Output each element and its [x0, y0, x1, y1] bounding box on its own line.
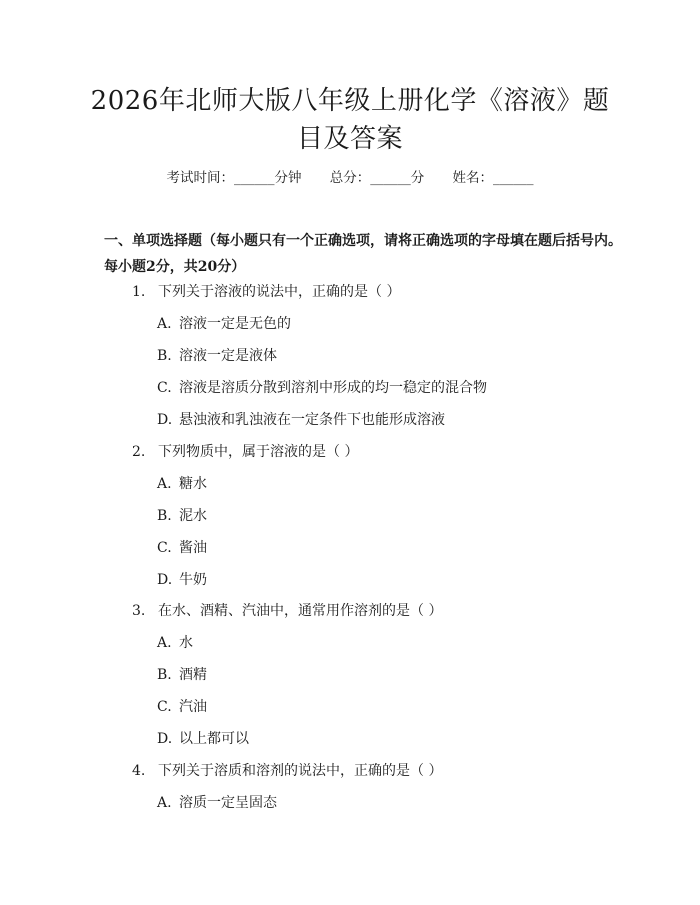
question-text: 下列关于溶液的说法中，正确的是（ ） — [158, 284, 401, 300]
question-1-option-a — [157, 314, 597, 334]
option-letter: B. — [157, 348, 172, 364]
question-number: 2. — [132, 444, 146, 460]
question-text: 在水、酒精、汽油中，通常用作溶剂的是（ ） — [158, 603, 443, 619]
option-text: 以上都可以 — [179, 731, 249, 747]
question-4-option-a — [157, 793, 597, 813]
option-letter: A. — [157, 795, 172, 811]
option-letter: C. — [157, 540, 172, 556]
option-letter: A. — [157, 316, 172, 332]
question-text: 下列物质中，属于溶液的是（ ） — [158, 444, 359, 460]
question-4 — [132, 761, 612, 781]
option-letter: C. — [157, 380, 172, 396]
option-text: 糖水 — [179, 476, 207, 492]
question-number: 4. — [132, 763, 146, 779]
option-letter: B. — [157, 667, 172, 683]
option-text: 溶液一定是液体 — [179, 348, 277, 364]
question-1-option-c — [157, 378, 597, 398]
option-text: 酒精 — [179, 667, 207, 683]
option-text: 溶液一定是无色的 — [179, 316, 291, 332]
option-text: 溶质一定呈固态 — [179, 795, 277, 811]
question-2-option-a — [157, 474, 597, 494]
option-letter: A. — [157, 476, 172, 492]
document-title: 2026年北师大版八年级上册化学《溶液》题目及答案 — [90, 86, 610, 154]
option-text: 牛奶 — [179, 572, 207, 588]
option-letter: D. — [157, 412, 173, 428]
question-1-option-d — [157, 410, 597, 430]
option-letter: D. — [157, 572, 173, 588]
total-score-field: 总分：______分 — [329, 170, 425, 186]
option-letter: D. — [157, 731, 173, 747]
exam-meta — [0, 168, 700, 188]
question-3 — [132, 601, 612, 621]
question-text: 下列关于溶质和溶剂的说法中，正确的是（ ） — [158, 763, 443, 779]
question-number: 1. — [132, 284, 146, 300]
section-heading: 一、单项选择题（每小题只有一个正确选项，请将正确选项的字母填在题后括号内。每小题2分，共20分） — [104, 233, 622, 275]
question-number: 3. — [132, 603, 146, 619]
option-letter: C. — [157, 699, 172, 715]
student-name-field: 姓名：______ — [452, 170, 534, 186]
question-3-option-d — [157, 729, 597, 749]
option-letter: B. — [157, 508, 172, 524]
option-text: 汽油 — [179, 699, 207, 715]
question-3-option-a — [157, 633, 597, 653]
exam-time-field: 考试时间：______分钟 — [166, 170, 302, 186]
question-1-option-b — [157, 346, 597, 366]
option-text: 水 — [179, 635, 193, 651]
option-text: 悬浊液和乳浊液在一定条件下也能形成溶液 — [179, 412, 445, 428]
question-2-option-b — [157, 506, 597, 526]
question-1 — [132, 282, 612, 302]
question-2 — [132, 442, 612, 462]
question-3-option-b — [157, 665, 597, 685]
option-letter: A. — [157, 635, 172, 651]
option-text: 泥水 — [179, 508, 207, 524]
question-2-option-c — [157, 538, 597, 558]
option-text: 溶液是溶质分散到溶剂中形成的均一稳定的混合物 — [179, 380, 487, 396]
option-text: 酱油 — [179, 540, 207, 556]
question-3-option-c — [157, 697, 597, 717]
question-2-option-d — [157, 570, 597, 590]
